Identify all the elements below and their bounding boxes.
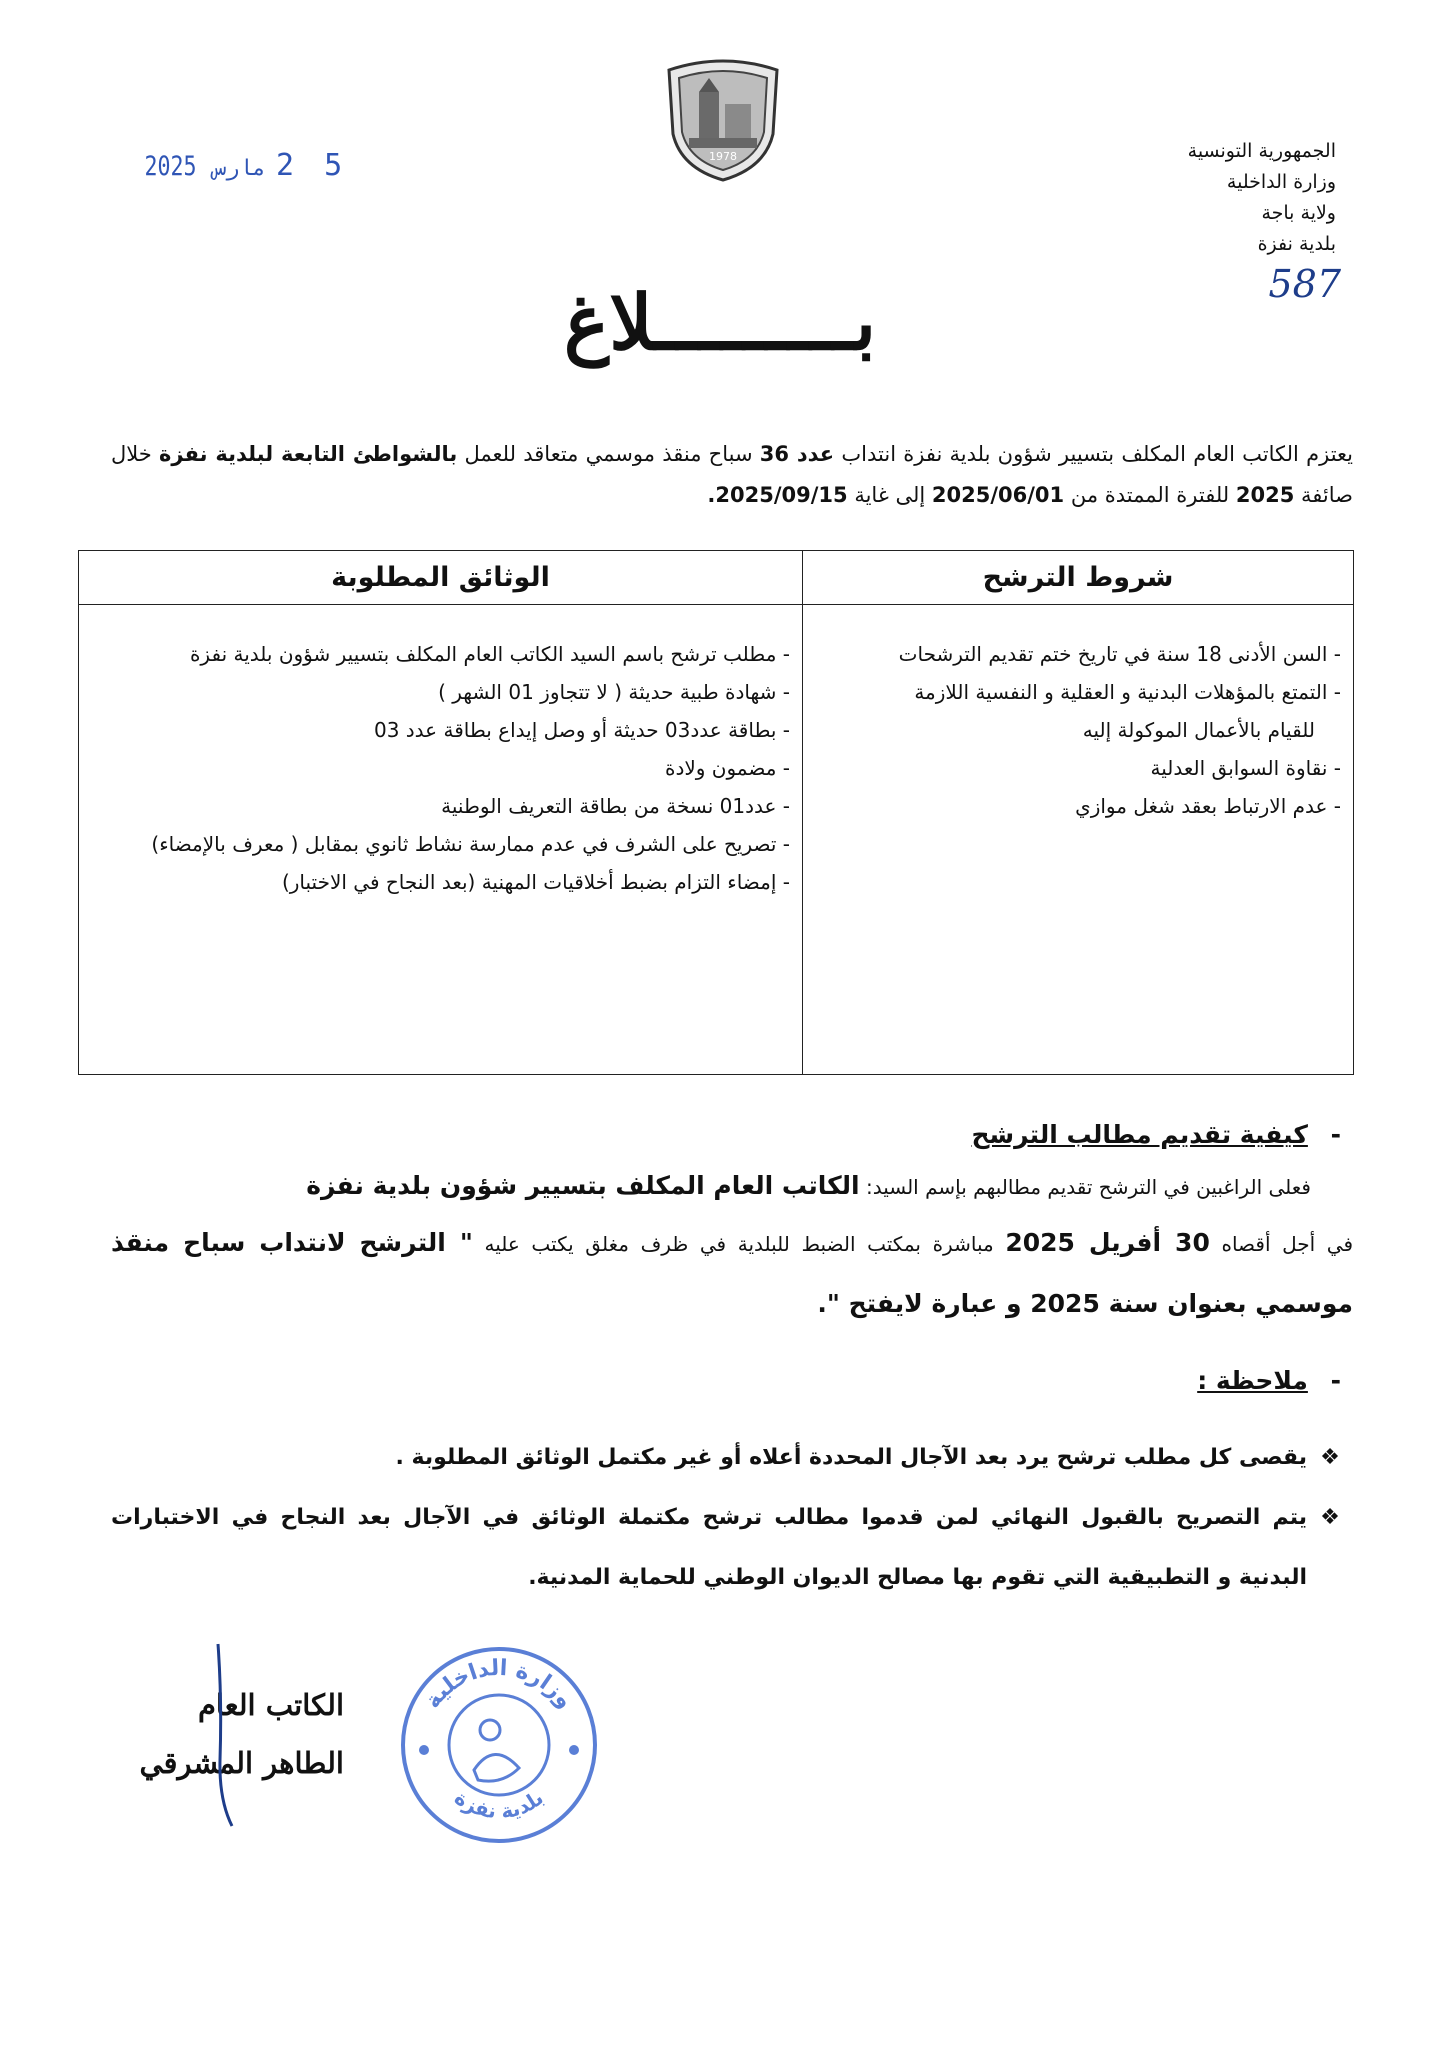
document-item: - مطلب ترشح باسم السيد الكاتب العام المكلف بتسيير شؤون بلدية نفزة <box>189 642 790 666</box>
intro-paragraph <box>111 434 1353 516</box>
note-heading-text: ملاحظة : <box>1197 1366 1308 1395</box>
diamond-bullet-icon: ❖ <box>1320 1505 1340 1530</box>
date-stamp <box>138 148 348 183</box>
howto-text-3: مباشرة بمكتب الضبط للبلدية في ظرف مغلق يكتب عليه <box>484 1232 994 1256</box>
intro-text-4: للفترة الممتدة من <box>1070 483 1230 507</box>
howto-heading-text: كيفية تقديم مطالب الترشح <box>971 1120 1308 1149</box>
municipality-emblem-icon <box>655 56 791 184</box>
letterhead-ministry: وزارة الداخلية <box>1226 171 1336 193</box>
document-item: - عدد01 نسخة من بطاقة التعريف الوطنية <box>441 794 790 818</box>
document-item: - بطاقة عدد03 حديثة أو وصل إيداع بطاقة عدد 03 <box>373 718 790 742</box>
table-row <box>79 605 1354 1075</box>
intro-beaches: بالشواطئ التابعة لبلدية نفزة <box>159 442 458 466</box>
list-item <box>111 1488 1353 1608</box>
intro-text-2: سباح منقذ موسمي متعاقد للعمل <box>464 442 753 466</box>
intro-count: عدد 36 <box>759 442 835 466</box>
condition-item: للقيام بالأعمال الموكولة إليه <box>1082 718 1315 742</box>
condition-item: - عدم الارتباط بعقد شغل موازي <box>1075 794 1341 818</box>
note-dash: - <box>1330 1366 1341 1395</box>
conditions-header: شروط الترشح <box>803 551 1354 605</box>
howto-text-2: في أجل أقصاه <box>1221 1232 1354 1256</box>
howto-deadline: 30 أفريل 2025 <box>1005 1228 1210 1257</box>
signatory-title: الكاتب العام <box>197 1688 344 1722</box>
howto-dash: - <box>1330 1120 1341 1149</box>
intro-text-1: يعتزم الكاتب العام المكلف بتسيير شؤون بلدية نفزة انتداب <box>841 442 1354 466</box>
official-seal-icon <box>394 1640 604 1845</box>
note-text: يتم التصريح بالقبول النهائي لمن قدموا مطالب ترشح مكتملة الوثائق في الآجال بعد النجاح في الاختبارات البدنية و التطبيقية التي تقوم بها مصالح الديوان الوطني للحماية المدنية. <box>111 1505 1307 1590</box>
howto-heading <box>971 1120 1341 1149</box>
seal-top-text: وزارة الداخلية <box>420 1655 578 1714</box>
howto-envelope-label: " الترشح لانتداب سباح منقذ موسمي بعنوان سنة 2025 و عبارة لايفتح ". <box>111 1228 1353 1318</box>
intro-text-5: إلى غاية <box>854 483 926 507</box>
letterhead-municipality: بلدية نفزة <box>1257 233 1336 255</box>
note-heading <box>1197 1366 1341 1395</box>
page-title: بـــــــــلاغ <box>563 278 877 367</box>
intro-end-date: 2025/09/15. <box>707 483 848 507</box>
letterhead-governorate: ولاية باجة <box>1261 202 1336 224</box>
intro-start-date: 2025/06/01 <box>931 483 1065 507</box>
condition-item: - السن الأدنى 18 سنة في تاريخ ختم تقديم الترشحات <box>898 642 1341 666</box>
date-stamp-year: 2025 <box>144 151 197 182</box>
diamond-bullet-icon: ❖ <box>1320 1445 1340 1470</box>
note-list <box>111 1428 1353 1608</box>
signature-stroke-icon <box>206 1640 246 1830</box>
seal-bottom-text: بلدية نفزة <box>450 1785 548 1824</box>
note-text: يقصى كل مطلب ترشح يرد بعد الآجال المحددة أعلاه أو غير مكتمل الوثائق المطلوبة . <box>395 1445 1307 1470</box>
documents-header: الوثائق المطلوبة <box>79 551 803 605</box>
document-item: - شهادة طبية حديثة ( لا تتجاوز 01 الشهر ) <box>438 680 790 704</box>
intro-text-3: خلال صائفة <box>111 442 1353 507</box>
letterhead-republic: الجمهورية التونسية <box>1187 140 1336 162</box>
date-stamp-day: 2 5 <box>276 148 349 183</box>
howto-text-1: فعلى الراغبين في الترشح تقديم مطالبهم بإسم السيد: <box>865 1175 1311 1199</box>
date-stamp-month: مارس <box>213 156 267 181</box>
document-item: - تصريح على الشرف في عدم ممارسة نشاط ثانوي بمقابل ( معرف بالإمضاء) <box>151 832 790 856</box>
table-header-row <box>79 551 1354 605</box>
howto-addressee: الكاتب العام المكلف بتسيير شؤون بلدية نفزة <box>306 1171 860 1200</box>
condition-item: - نقاوة السوابق العدلية <box>1150 756 1341 780</box>
emblem-year: 1978 <box>709 150 737 163</box>
document-item: - إمضاء التزام بضبط أخلاقيات المهنية (بعد النجاح في الاختبار) <box>281 870 790 894</box>
intro-season-year: 2025 <box>1235 483 1295 507</box>
howto-paragraph <box>111 1166 1353 1335</box>
documents-cell <box>79 605 803 1075</box>
svg-text:بلدية نفزة <box>450 1785 548 1823</box>
document-item: - مضمون ولادة <box>664 756 790 780</box>
list-item <box>111 1428 1353 1488</box>
condition-item: - التمتع بالمؤهلات البدنية و العقلية و النفسية اللازمة <box>914 680 1341 704</box>
requirements-table <box>78 550 1354 1075</box>
conditions-cell <box>803 605 1354 1075</box>
signatory-name: الطاهر المشرقي <box>139 1746 344 1780</box>
letterhead <box>1096 136 1336 260</box>
reference-number: 587 <box>1268 262 1341 306</box>
